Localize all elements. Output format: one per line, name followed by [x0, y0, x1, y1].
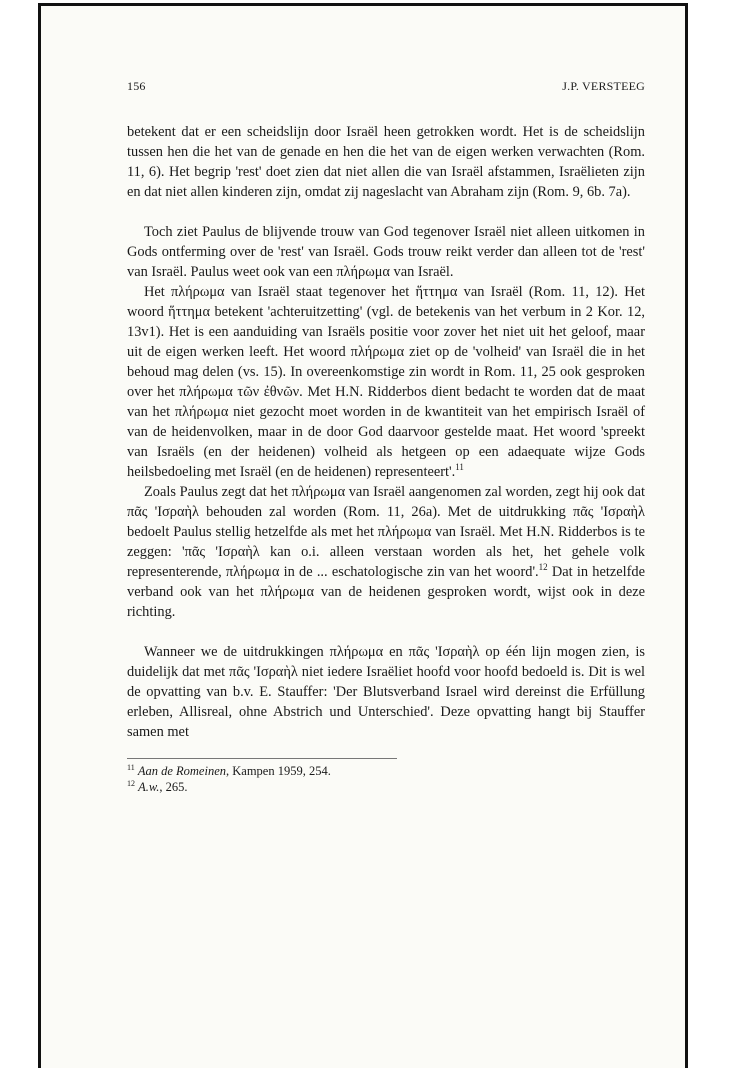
paragraph: Het πλήρωμα van Israël staat tegenover het ἥττημα van Israël (Rom. 11, 12). Het woord ἥττημα betekent 'achteruitzetting' (vgl. de betekenis van het verbum in 2 Kor. 12, 13v1). Het is een aanduiding van Israëls positie voor zover het niet uit het geloof, maar uit de eigen werken leeft. Het woord πλήρωμα ziet op de 'volheid' van Israël die in het behoud mag delen (vs. 15). In overeenkomstige zin wordt in Rom. 11, 25 ook gesproken over het πλήρωμα τῶν ἐθνῶν. Met H.N. Ridderbos dient bedacht te worden dat de maat van het πλήρωμα niet gezocht moet worden in de kwantiteit van het empirisch Israël of van de heidenvolken, maar in de door God daarvoor gestelde maat. Het woord 'spreekt van Israëls (en der heidenen) volheid als hetgeen op een adaequate wijze Gods heilsbedoeling met Israël (en de heidenen) representeert'.$^{11}$	[127, 284, 645, 480]
running-head: J.P. VERSTEEG	[562, 79, 645, 93]
footnote: $^{12}$ A.w., 265.	[127, 778, 188, 794]
paragraph: Toch ziet Paulus de blijvende trouw van God tegenover Israël niet alleen uitkomen in Gods ontferming over de 'rest' van Israël. Gods trouw reikt verder dan alleen tot de 'rest' van Israël. Paulus weet ook van een πλήρωμα van Israël.	[127, 224, 645, 280]
paragraph: betekent dat er een scheidslijn door Israël heen getrokken wordt. Het is de scheidslijn tussen hen die het van de genade en hen die het van de eigen werken verwachten (Rom. 11, 6). Het begrip 'rest' doet zien dat niet allen die van Israël afstammen, Israëlieten zijn en dat niet allen kinderen zijn, omdat zij nageslacht van Abraham zijn (Rom. 9, 6b. 7a).	[127, 124, 645, 200]
paragraph: Zoals Paulus zegt dat het πλήρωμα van Israël aangenomen zal worden, zegt hij ook dat πᾶς 'Ισραὴλ behouden zal worden (Rom. 11, 26a). Met de uitdrukking πᾶς 'Ισραὴλ bedoelt Paulus stellig hetzelfde als met het πλήρωμα van Israël. Met H.N. Ridderbos is te zeggen: 'πᾶς 'Ισραὴλ kan o.i. alleen verstaan worden als het, het gehele volk representerende, πλήρωμα in de ... eschatologische zin van het woord'.$^{12}$ Dat in hetzelfde verband ook van het πλήρωμα van de heidenen gesproken wordt, wijst ook in deze richting.	[127, 484, 646, 620]
footnotes	[127, 758, 397, 795]
footnote: $^{11}$ Aan de Romeinen, Kampen 1959, 254.	[127, 762, 331, 778]
page-header	[127, 76, 645, 96]
footnote-ref: 12	[538, 562, 548, 573]
footnote-ref: 11	[455, 462, 464, 473]
page-number: 156	[127, 79, 146, 93]
document-page	[127, 76, 645, 795]
paragraph: Wanneer we de uitdrukkingen πλήρωμα en πᾶς 'Ισραὴλ op één lijn mogen zien, is duidelijk dat met πᾶς 'Ισραὴλ niet iedere Israëliet hoofd voor hoofd bedoeld is. Dit is wel de opvatting van b.v. E. Stauffer: 'Der Blutsverband Israel wird dereinst die Erfüllung erleben, Allisreal, ohne Abstrich und Unterschied'. Deze opvatting hangt bij Stauffer samen met	[127, 644, 645, 740]
